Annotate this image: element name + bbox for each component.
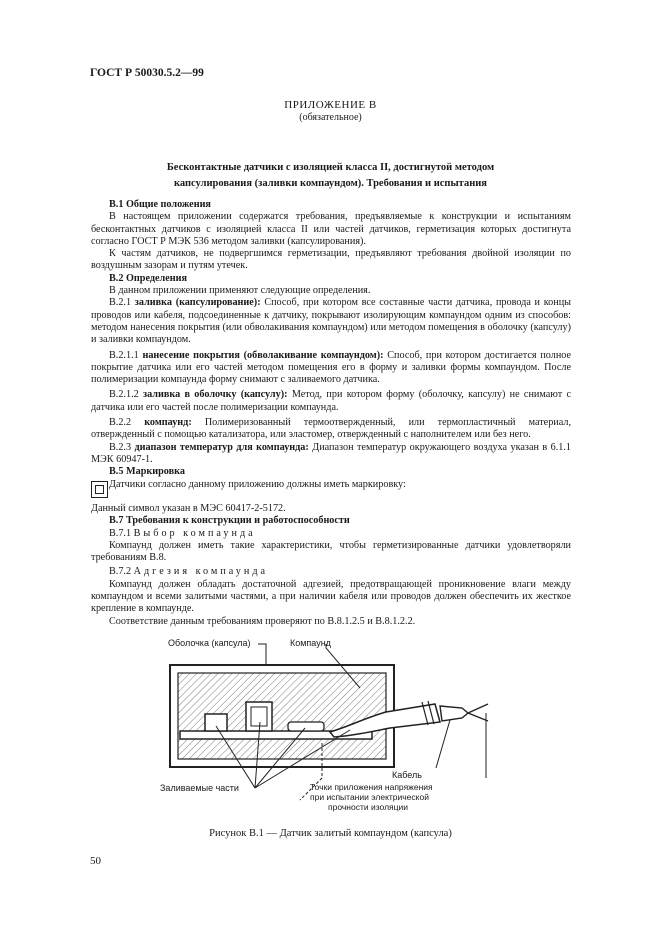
body-text-top: [91, 199, 571, 491]
section-b5-text: Датчики согласно данному приложению должны иметь маркировку:: [109, 478, 406, 490]
cable-end: [440, 706, 468, 721]
subsection-b71-text: Компаунд должен иметь такие характеристики, чтобы герметизированные датчики удовлетворяли требованиям В.8.: [91, 539, 571, 564]
label-test-points-line-2: при испытании электрической: [310, 792, 429, 802]
definition-text: Метод, при котором форму (оболочку, капсулу) не снимают с датчика или его частей после полимеризации компаунда.: [91, 389, 572, 413]
appendix-subtitle: (обязательное): [299, 112, 362, 123]
label-shell: Оболочка (капсула): [168, 638, 251, 648]
figure-caption: Рисунок В.1 — Датчик залитый компаундом (капсула): [209, 828, 452, 839]
definition-number: В.2.3: [109, 441, 132, 453]
section-b1-paragraph-1: В настоящем приложении содержатся требования, предъявляемые к конструкции и испытаниям бесконтактных датчиков с изоляцией класса II или частей датчиков, герметизация которых достигнута согласно ГОСТ Р МЭК 536 методом заливки (капсулирования).: [91, 211, 571, 247]
section-b1-paragraph-2: К частям датчиков, не подвергшимся герметизации, предъявляют требования двойной изоляции по воздушным зазорам и путям утечек.: [91, 248, 571, 272]
appendix-title: ПРИЛОЖЕНИЕ В: [284, 99, 377, 111]
section-b1-title: В.1 Общие положения: [109, 199, 211, 210]
section-b5-title: В.5 Маркировка: [109, 466, 185, 478]
definition-text: Полимеризованный термоотвержденный, или термопластичный материал, отвержденный с помощью катализатора, или эластомер, отвержденный с наполнителем или без него.: [91, 417, 571, 441]
definition-term: нанесение покрытия (обволакивание компаундом):: [142, 349, 384, 361]
component-resistor: [288, 722, 324, 731]
definition-term: заливка в оболочку (капсулу):: [143, 389, 288, 401]
section-b2-title: В.2 Определения: [109, 272, 187, 284]
definition-number: В.2.1.1: [109, 349, 139, 361]
subsection-number: В.7.1: [109, 527, 132, 539]
subsection-title: Адгезия компаунда: [133, 566, 269, 578]
body-text-bottom: [91, 503, 571, 628]
definition-b211: [91, 350, 571, 387]
main-title-line-2: капсулирования (заливки компаундом). Требования и испытания: [174, 178, 487, 189]
section-b7-title: В.7 Требования к конструкции и работоспособности: [109, 515, 350, 527]
label-compound: Компаунд: [290, 638, 331, 648]
subsection-number: В.7.2: [109, 566, 132, 578]
subsection-b72-heading: [91, 566, 571, 578]
component-large-inner: [251, 707, 267, 726]
definition-text: Диапазон температур окружающего воздуха указан в 6.1.1 МЭК 60947-1.: [91, 441, 572, 465]
label-potted-parts: Заливаемые части: [160, 783, 239, 793]
document-code: ГОСТ Р 50030.5.2—99: [90, 67, 204, 79]
main-title-line-1: Бесконтактные датчики с изоляцией класса II, достигнутой методом: [166, 162, 495, 173]
label-test-points-line-3: прочности изоляции: [328, 802, 408, 812]
definition-term: компаунд:: [144, 417, 192, 429]
definition-text: Способ, при котором все составные части датчика, провода и концы проводов или кабеля, подсоединенные к датчику, покрывают изолирующим компаундом одним из способов: методом нанесения покрытия (или обволакивания компаундом) или методом помещения в оболочку (капсулу) и заливки компаундом.: [91, 297, 571, 346]
main-title: [0, 160, 661, 192]
label-cable: Кабель: [392, 770, 422, 780]
definition-b22: [91, 417, 571, 442]
subsection-b71-heading: [91, 528, 571, 540]
component-small: [205, 714, 227, 731]
class-ii-double-square-icon: [91, 481, 108, 498]
definition-number: В.2.1.2: [109, 389, 139, 401]
symbol-note: Данный символ указан в МЭС 60417-2-5172.: [91, 503, 286, 514]
definition-b23: [91, 442, 571, 467]
definition-number: В.2.1: [109, 297, 132, 309]
definition-text: Способ, при котором достигается полное покрытие датчика или его частей методом помещения его в форму и заливки формы компаундом. После полимеризации компаунда форму снимают с заливаемого датчика.: [91, 349, 572, 386]
definition-term: диапазон температур для компаунда:: [134, 441, 309, 453]
wire-ends: [468, 704, 488, 721]
figure-b1-diagram: [150, 628, 510, 823]
definition-number: В.2.2: [109, 417, 132, 429]
subsection-b72-check: Соответствие данным требованиям проверяют по В.8.1.2.5 и В.8.1.2.2.: [109, 615, 416, 627]
subsection-b72-text: Компаунд должен обладать достаточной адгезией, предотвращающей проникновение влаги между компаундом и всеми залитыми частями, а при наличии кабеля или проводов должен обеспечить их жесткое крепление в компаунде.: [91, 578, 571, 615]
leader-cable: [436, 720, 450, 768]
definition-b21: [91, 297, 571, 346]
label-test-points-line-1: Точки приложения напряжения: [310, 782, 433, 792]
section-b2-intro: В данном приложении применяют следующие определения.: [109, 285, 371, 297]
definition-term: заливка (капсулирование):: [134, 297, 261, 309]
page-number: 50: [90, 855, 101, 867]
leader-shell: [258, 644, 266, 665]
definition-b212: [91, 389, 571, 414]
subsection-title: Выбор компаунда: [133, 527, 256, 539]
